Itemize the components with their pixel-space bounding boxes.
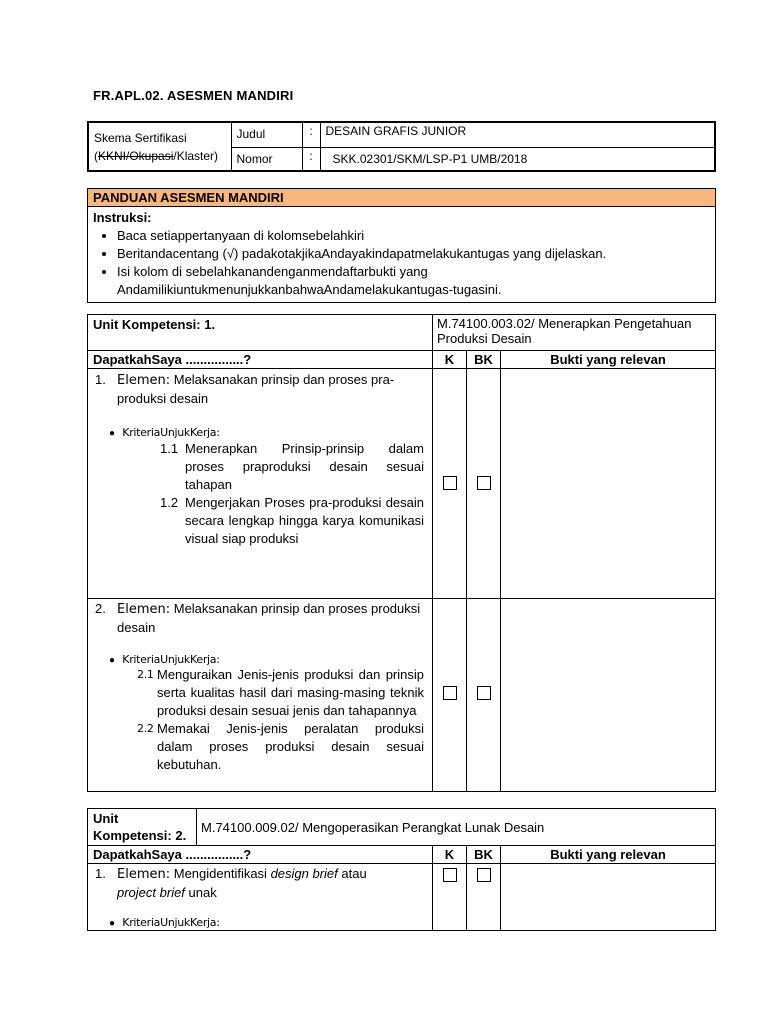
- kriteria-heading: ● KriteriaUnjukKerja:: [109, 916, 220, 929]
- criterion-item: 1.1 Menerapkan Prinsip-prinsip dalam proses praproduksi desain sesuai tahapan: [160, 441, 424, 492]
- judul-label: Judul: [231, 122, 302, 147]
- k-cell: [433, 864, 467, 931]
- k-checkbox[interactable]: [443, 868, 457, 882]
- element-number: 2.: [95, 601, 106, 616]
- element-label: Elemen:: [117, 867, 171, 882]
- judul-colon: :: [302, 122, 320, 147]
- col-bk-header: BK: [467, 846, 501, 864]
- guide-header: PANDUAN ASESMEN MANDIRI: [88, 189, 716, 207]
- nomor-colon: :: [302, 147, 320, 171]
- element-cell: [88, 369, 433, 599]
- nomor-label: Nomor: [231, 147, 302, 171]
- k-cell: [433, 599, 467, 792]
- bk-cell: [467, 864, 501, 931]
- nomor-value: SKK.02301/SKM/LSP-P1 UMB/2018: [320, 147, 715, 171]
- criterion-item: 2.1 Menguraikan Jenis-jenis produksi dan prinsip serta kualitas hasil dari masing-masing teknik produksi desain sesuai jenis dan tahapannya: [137, 667, 424, 718]
- bk-checkbox[interactable]: [477, 476, 491, 490]
- list-item: • Baca setiappertanyaan di kolomsebelahkiri: [117, 227, 710, 245]
- col-bk-header: BK: [467, 351, 501, 369]
- k-checkbox[interactable]: [443, 686, 457, 700]
- unit-title: M.74100.009.02/ Mengoperasikan Perangkat Lunak Desain: [197, 809, 716, 846]
- schema-table: [87, 121, 716, 172]
- question-header: DapatkahSaya ................?: [88, 351, 433, 369]
- element-text: Melaksanakan prinsip dan proses produksi desain: [117, 601, 421, 635]
- unit-label: Unit Kompetensi: 1.: [88, 315, 433, 351]
- guide-body: [88, 207, 716, 303]
- bk-cell: [467, 369, 501, 599]
- kriteria-heading: ● KriteriaUnjukKerja:: [109, 653, 220, 666]
- list-item: • Isi kolom di sebelahkanandenganmendaftarbukti yang AndamilikiuntukmenunjukkanbahwaAndamelakukantugas-tugasini.: [117, 263, 710, 299]
- kriteria-heading: ● KriteriaUnjukKerja:: [109, 426, 220, 439]
- element-text: Melaksanakan prinsip dan proses pra-produksi desain: [117, 372, 395, 406]
- schema-label: Skema Sertifikasi (KKNI/Okupasi/Klaster): [88, 122, 231, 171]
- guide-table: [87, 188, 716, 303]
- criterion-item: 1.2 Mengerjakan Proses pra-produksi desain secara lengkap hingga karya komunikasi visual siap produksi: [160, 495, 424, 546]
- bk-cell: [467, 599, 501, 792]
- criterion-item: 2.2 Memakai Jenis-jenis peralatan produksi dalam proses produksi desain sesuai kebutuhan.: [137, 721, 424, 772]
- question-header: DapatkahSaya ................?: [88, 846, 433, 864]
- element-cell: 1. Elemen: Mengidentifikasi design brief atau project brief unak ● KriteriaUnjukKerja:: [88, 864, 433, 931]
- unit-title: M.74100.003.02/ Menerapkan Pengetahuan Produksi Desain: [433, 315, 716, 351]
- element-label: Elemen:: [117, 602, 171, 617]
- col-bukti-header: Bukti yang relevan: [501, 351, 716, 369]
- element-cell: [88, 599, 433, 792]
- document-title: FR.APL.02. ASESMEN MANDIRI: [93, 88, 294, 103]
- bukti-cell[interactable]: [501, 369, 716, 599]
- bukti-cell[interactable]: [501, 864, 716, 931]
- k-checkbox[interactable]: [443, 476, 457, 490]
- judul-value: DESAIN GRAFIS JUNIOR: [320, 122, 715, 147]
- unit-2-table: [87, 808, 716, 931]
- element-label: Elemen:: [117, 373, 171, 388]
- list-item: • Beritandacentang (√) padakotakjikaAndayakindapatmelakukantugas yang dijelaskan.: [117, 245, 710, 263]
- bk-checkbox[interactable]: [477, 686, 491, 700]
- element-number: 1.: [95, 866, 106, 881]
- unit-label: Unit Kompetensi: 2.: [88, 809, 197, 846]
- strikethrough-text: KKNI/Okupasi: [98, 148, 174, 163]
- bk-checkbox[interactable]: [477, 868, 491, 882]
- col-bukti-header: Bukti yang relevan: [501, 846, 716, 864]
- instruction-list: [93, 227, 710, 299]
- unit-1-table: [87, 314, 716, 792]
- element-number: 1.: [95, 372, 106, 387]
- col-k-header: K: [433, 351, 467, 369]
- col-k-header: K: [433, 846, 467, 864]
- instruksi-label: Instruksi:: [93, 210, 152, 225]
- bukti-cell[interactable]: [501, 599, 716, 792]
- k-cell: [433, 369, 467, 599]
